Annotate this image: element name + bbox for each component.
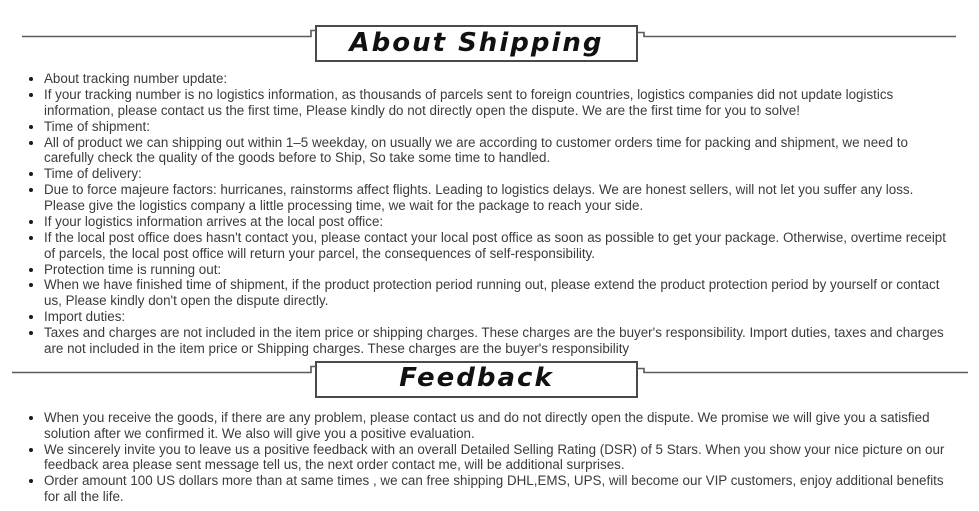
list-item: • Import duties: — [44, 309, 953, 325]
list-item: • When we have finished time of shipment, if the product protection period running out, please extend the product protection period by yourself or contact us, Please kindly don't open the dispute directly. — [44, 277, 953, 309]
list-item: • Time of delivery: — [44, 166, 953, 182]
list-item: • If your logistics information arrives at the local post office: — [44, 214, 953, 230]
list-item: • Due to force majeure factors: hurricanes, rainstorms affect flights. Leading to logistics delays. We are honest sellers, will not let you suffer any loss. Please give the logistics company a little processing time, we wait for the package to reach your side. — [44, 182, 953, 214]
section-title-box — [315, 25, 638, 62]
section-title-feedback: Feedback — [399, 363, 554, 394]
feedback-list — [0, 410, 979, 505]
list-item: • If your tracking number is no logistics information, as thousands of parcels sent to foreign countries, logistics companies did not update logistics information, please contact us the first time, Please kindly do not directly open the dispute. We are the first time for you to solve! — [44, 87, 953, 119]
list-item: • When you receive the goods, if there are any problem, please contact us and do not directly open the dispute. We promise we will give you a satisfied solution after we confirmed it. We also will give you a positive evaluation. — [44, 410, 953, 442]
list-item: • Taxes and charges are not included in the item price or shipping charges. These charges are the buyer's responsibility. Import duties, taxes and charges are not included in the item price or Shipping charges. These charges are the buyer's responsibility — [44, 325, 953, 357]
section-title-about-shipping: About Shipping — [349, 27, 604, 58]
shipping-list — [0, 71, 979, 357]
list-item: • Order amount 100 US dollars more than at same times , we can free shipping DHL,EMS, UPS, will become our VIP customers, enjoy additional benefits for all the life. — [44, 473, 953, 505]
section-title-box — [315, 361, 638, 398]
list-item: • Time of shipment: — [44, 119, 953, 135]
list-item: • We sincerely invite you to leave us a positive feedback with an overall Detailed Selling Rating (DSR) of 5 Stars. When you show your nice picture on our feedback area please sent message tell us, the next order contact me, will be additional surprises. — [44, 442, 953, 474]
section-header-feedback — [0, 357, 979, 403]
list-item: • All of product we can shipping out within 1–5 weekday, on usually we are according to customer orders time for packing and shipment, we need to carefully check the quality of the goods before to Ship, So take some time to handled. — [44, 135, 953, 167]
list-item: • If the local post office does hasn't contact you, please contact your local post office as soon as possible to get your package. Otherwise, overtime receipt of parcels, the local post office will return your parcel, the consequences of self-responsibility. — [44, 230, 953, 262]
section-header-about-shipping — [0, 21, 979, 67]
list-item: • About tracking number update: — [44, 71, 953, 87]
list-item: • Protection time is running out: — [44, 262, 953, 278]
